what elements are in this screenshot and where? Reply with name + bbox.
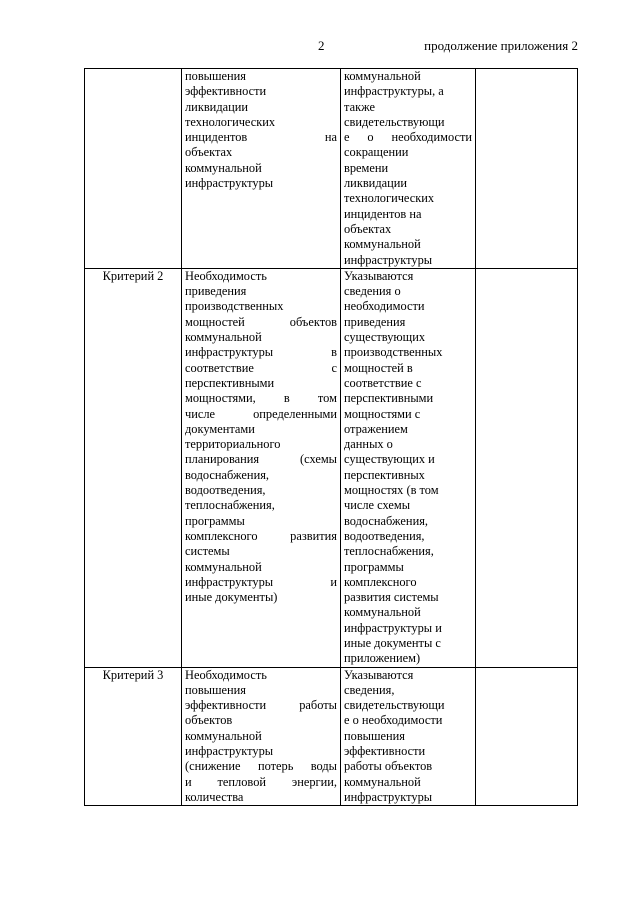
text-line: объектах <box>344 221 392 236</box>
text-line: повышения <box>185 682 247 697</box>
text-line: работы объектов <box>344 759 433 774</box>
text-line: приложением) <box>344 651 421 666</box>
text-line: перспективными <box>344 391 434 406</box>
description-cell <box>182 69 341 269</box>
text-line: водоснабжения, <box>344 513 428 528</box>
table-row <box>85 667 578 806</box>
text-line: е о необходимости <box>344 130 472 145</box>
page-number: 2 <box>318 38 325 53</box>
text-line: (снижение потерь воды <box>185 759 337 774</box>
text-line: комплексного развития <box>185 528 337 543</box>
text-line: инфраструктуры и <box>185 574 337 589</box>
text-line: мощностях (в том <box>344 483 439 498</box>
notes-cell <box>476 667 578 806</box>
text-line: водоснабжения, <box>185 467 269 482</box>
text-line: также <box>344 99 375 114</box>
text-line: инфраструктуры в <box>185 345 337 360</box>
text-line: иные документы) <box>185 590 278 605</box>
text-line: инфраструктуры <box>344 252 433 267</box>
text-line: ликвидации <box>185 99 249 114</box>
text-line: сокращении <box>344 145 409 160</box>
text-line: сведения, <box>344 682 395 697</box>
text-line: иные документы с <box>344 635 441 650</box>
text-line: программы <box>185 513 245 528</box>
text-line: теплоснабжения, <box>344 544 434 559</box>
text-line: повышения <box>344 728 406 743</box>
text-line: эффективности <box>344 744 426 759</box>
text-line: коммунальной <box>185 160 262 175</box>
text-line: существующих <box>344 330 426 345</box>
text-line: коммунальной <box>185 330 262 345</box>
text-line: инцидентов на <box>185 130 337 145</box>
criterion-cell: Критерий 2 <box>85 268 182 667</box>
text-line: Необходимость <box>185 667 267 682</box>
criterion-cell: Критерий 3 <box>85 667 182 806</box>
information-cell <box>341 69 476 269</box>
text-line: производственных <box>344 345 443 360</box>
criteria-table-body <box>85 69 578 806</box>
text-line: эффективности <box>185 84 267 99</box>
criterion-cell <box>85 69 182 269</box>
text-line: инфраструктуры, а <box>344 84 444 99</box>
description-cell <box>182 667 341 806</box>
text-line: Указываются <box>344 268 414 283</box>
text-line: мощностей в <box>344 360 413 375</box>
text-line: инфраструктуры и <box>344 620 442 635</box>
text-line: технологических <box>344 191 435 206</box>
text-line: мощностями, в том <box>185 391 337 406</box>
text-line: е о необходимости <box>344 713 443 728</box>
text-line: инфраструктуры <box>185 744 274 759</box>
text-line: приведения <box>185 284 247 299</box>
text-line: необходимости <box>344 299 425 314</box>
text-line: документами <box>185 421 255 436</box>
text-line: числе схемы <box>344 498 411 513</box>
text-line: соответствие с <box>185 360 337 375</box>
text-line: производственных <box>185 299 284 314</box>
text-line: перспективными <box>185 375 275 390</box>
text-line: сведения о <box>344 284 401 299</box>
text-line: инцидентов на <box>344 206 422 221</box>
text-line: количества <box>185 789 244 804</box>
text-line: объектах <box>185 145 233 160</box>
text-line: эффективности работы <box>185 698 337 713</box>
text-line: территориального <box>185 437 281 452</box>
text-line: свидетельствующи <box>344 698 445 713</box>
text-line: инфраструктуры <box>344 789 433 804</box>
description-cell <box>182 268 341 667</box>
text-line: коммунальной <box>185 559 262 574</box>
text-line: комплексного <box>344 574 417 589</box>
text-line: Необходимость <box>185 268 267 283</box>
annex-label: продолжение приложения 2 <box>424 38 578 53</box>
text-line: ликвидации <box>344 176 408 191</box>
text-line: отражением <box>344 421 408 436</box>
text-line: развития системы <box>344 590 439 605</box>
text-line: повышения <box>185 69 247 83</box>
text-line: водоотведения, <box>344 528 425 543</box>
notes-cell <box>476 268 578 667</box>
text-line: времени <box>344 160 389 175</box>
text-line: технологических <box>185 114 276 129</box>
table-row <box>85 268 578 667</box>
text-line: приведения <box>344 314 406 329</box>
text-line: мощностями с <box>344 406 421 421</box>
information-cell <box>341 667 476 806</box>
text-line: существующих и <box>344 452 435 467</box>
text-line: Указываются <box>344 667 414 682</box>
text-line: инфраструктуры <box>185 176 274 191</box>
text-line: коммунальной <box>344 237 421 252</box>
text-line: коммунальной <box>185 728 262 743</box>
criteria-table <box>84 68 578 806</box>
text-line: программы <box>344 559 404 574</box>
text-line: теплоснабжения, <box>185 498 275 513</box>
text-line: и тепловой энергии, <box>185 774 337 789</box>
text-line: перспективных <box>344 467 425 482</box>
text-line: коммунальной <box>344 605 421 620</box>
text-line: водоотведения, <box>185 483 266 498</box>
text-line: коммунальной <box>344 774 421 789</box>
text-line: планирования (схемы <box>185 452 337 467</box>
text-line: соответствие с <box>344 375 422 390</box>
text-line: мощностей объектов <box>185 314 337 329</box>
text-line: системы <box>185 544 230 559</box>
text-line: данных о <box>344 437 393 452</box>
text-line: свидетельствующи <box>344 114 445 129</box>
information-cell <box>341 268 476 667</box>
text-line: числе определенными <box>185 406 337 421</box>
text-line: объектов <box>185 713 233 728</box>
table-row <box>85 69 578 269</box>
notes-cell <box>476 69 578 269</box>
text-line: коммунальной <box>344 69 421 83</box>
